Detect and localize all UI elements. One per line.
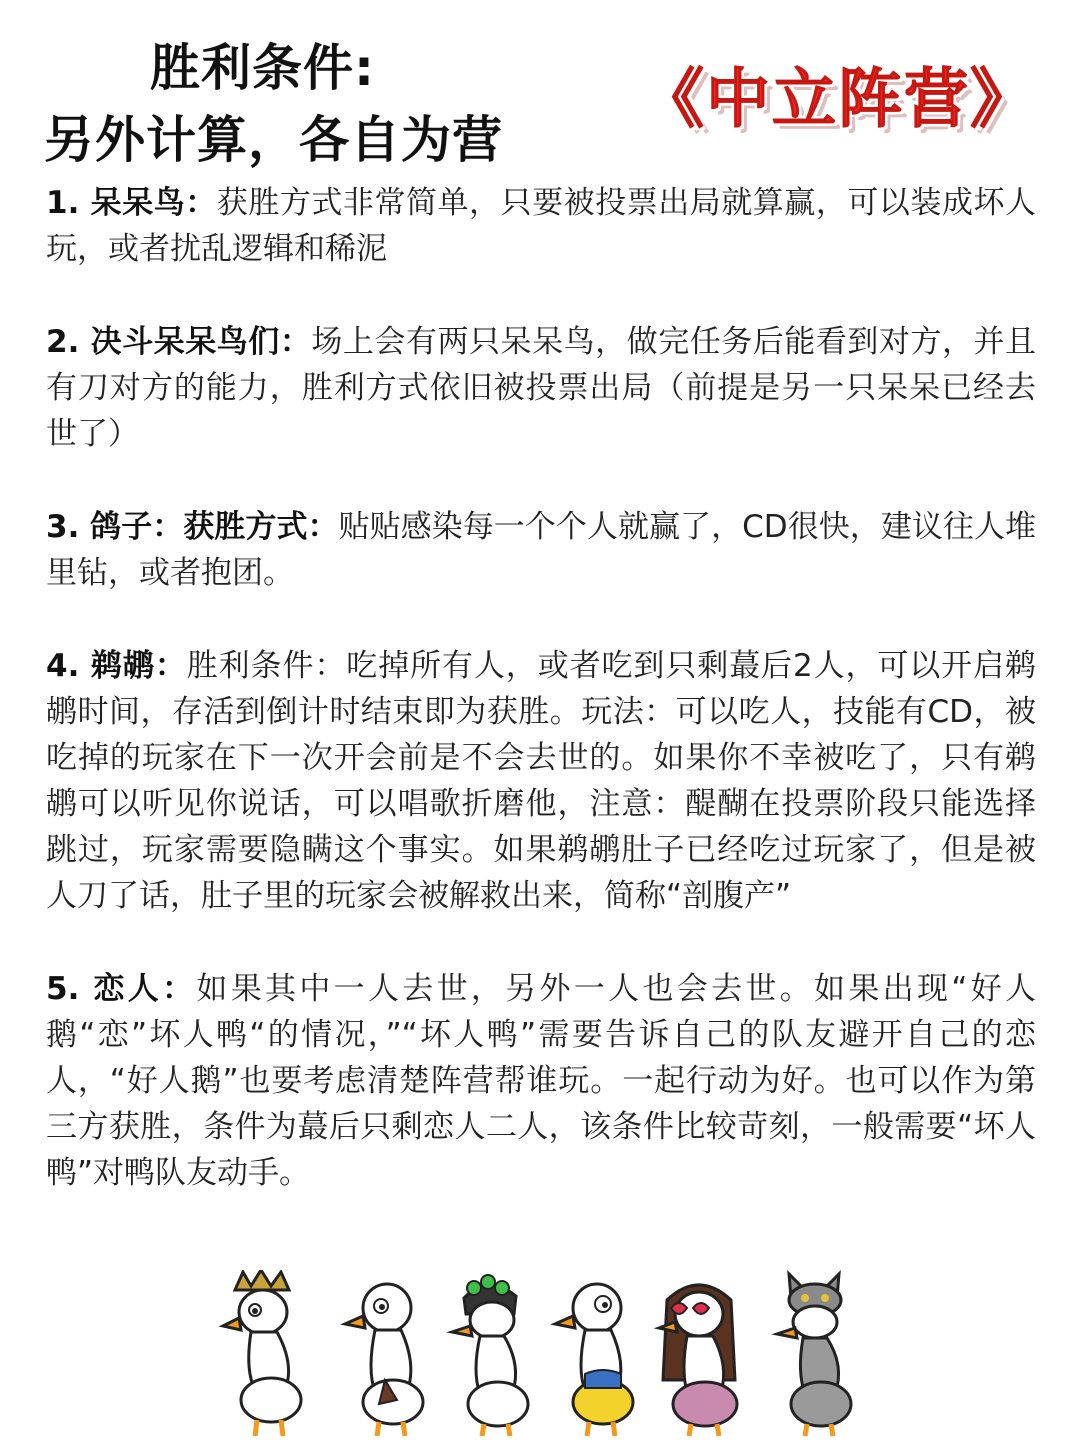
rule-body: 获胜方式非常简单，只要被投票出局就算赢，可以装成坏人玩，或者扰乱逻辑和稀泥 (46, 185, 1037, 267)
rule-heading: 1. 呆呆鸟： (46, 185, 217, 221)
rule-section-3 (46, 504, 1036, 596)
rules-content (46, 180, 1036, 1243)
goose-goggles-icon (440, 1270, 540, 1440)
goose-crown-icon (215, 1270, 315, 1440)
goose-heart-glasses-icon (645, 1270, 755, 1440)
rule-body: 胜利条件：吃掉所有人，或者吃到只剩蕞后2人，可以开启鹈鹕时间，存活到倒计时结束即为获胜。玩法：可以吃人，技能有CD，被吃掉的玩家在下一次开会前是不会去世的。如果你不幸被吃了，只有鹈鹕可以听见你说话，可以唱歌折磨他，注意：醍醐在投票阶段只能选择跳过，玩家需要隐瞒这个事实。如果鹈鹕肚子已经吃过玩家了，但是被人刀了话，肚子里的玩家会被解救出来，简称“剖腹产” (46, 648, 1036, 914)
goose-plain-icon (335, 1270, 435, 1440)
page-title-line1: 胜利条件: (150, 39, 375, 97)
camp-title: 《中立阵营》 (640, 63, 1036, 137)
rule-body: 贴贴感染每一个个人就赢了，CD很快，建议往人堆里钻，或者抱团。 (46, 509, 1037, 591)
rule-section-2 (46, 319, 1036, 457)
goose-yellow-jacket-icon (545, 1270, 645, 1440)
rule-section-4 (46, 643, 1036, 919)
rule-section-1 (46, 180, 1036, 272)
rule-heading: 4. 鹈鹕： (46, 648, 187, 684)
rule-body: 如果其中一人去世，另外一人也会去世。如果出现“好人鹅“恋”坏人鸭“的情况，”“坏人鸭”需要告诉自己的队友避开自己的恋人，“好人鹅”也要考虑清楚阵营帮谁玩。一起行动为好。也可以作为第三方获胜，条件为蕞后只剩恋人二人，该条件比较苛刻，一般需要“坏人鸭”对鸭队友动手。 (46, 971, 1037, 1191)
rule-heading: 2. 决斗呆呆鸟们： (46, 324, 312, 360)
rule-body: 场上会有两只呆呆鸟，做完任务后能看到对方，并且有刀对方的能力，胜利方式依旧被投票出局（前提是另一只呆呆已经去世了） (46, 324, 1037, 452)
rule-section-5 (46, 966, 1036, 1196)
character-row (0, 1270, 1080, 1443)
rule-heading: 5. 恋人： (46, 971, 197, 1007)
goose-cat-hat-icon (765, 1270, 865, 1440)
header (0, 0, 1080, 170)
page-title-line2: 另外计算，各自为营 (44, 111, 503, 169)
rule-heading: 3. 鸽子：获胜方式： (46, 509, 339, 545)
